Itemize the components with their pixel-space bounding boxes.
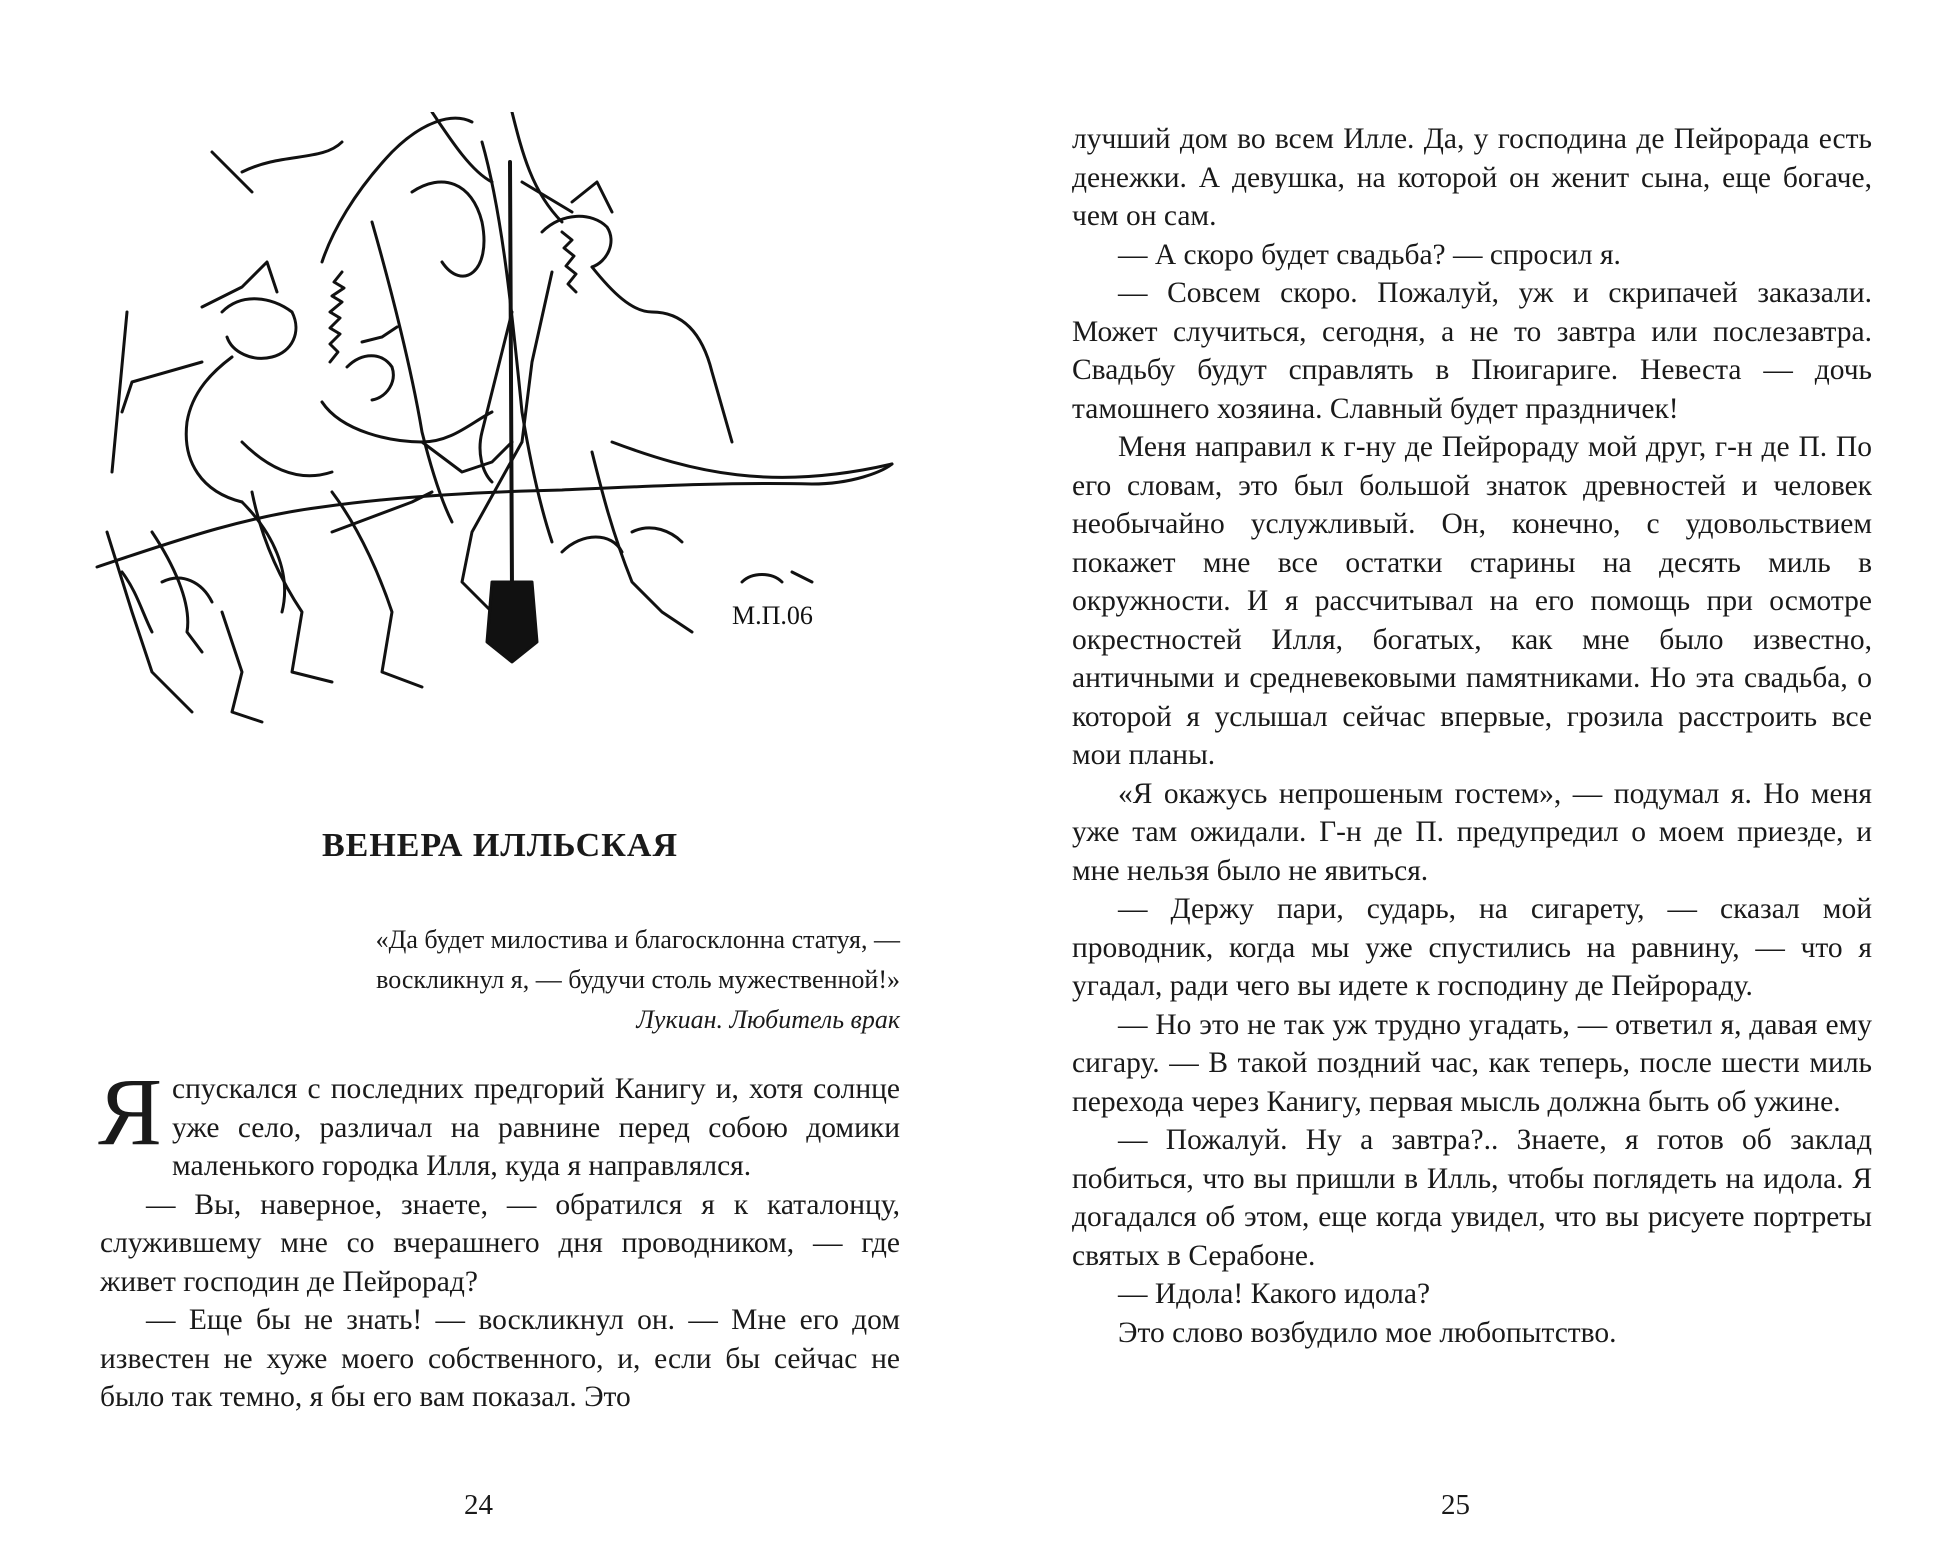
paragraph: — Идола! Какого идола?	[1118, 1278, 1431, 1310]
paragraph: «Я окажусь непрошеным гостем», — подумал я. Но меня уже там ожидали. Г-н де П. предупредил о моем приезде, и мне нельзя было не явиться.	[1072, 777, 1872, 887]
paragraph: лучший дом во всем Илле. Да, у господина де Пейрорада есть денежки. А девушка, на которой он женит сына, еще богаче, чем он сам.	[1072, 123, 1872, 232]
left-page-body	[98, 1058, 900, 1417]
paragraph: Меня направил к г-ну де Пейрораду мой друг, г-н де П. По его словам, это был большой знаток древностей и человек необычайно услужливый. Он, конечно, с удовольствием покажет мне все остатки старины на десять миль в окружности. И я рассчитывал на его помощь при осмотре окрестностей Илля, богатых, как мне было известно, античными и средневековыми памятниками. Но эта свадьба, о которой я услышал сейчас впервые, грозила расстроить все мои планы.	[1072, 431, 1872, 771]
illustration	[92, 112, 912, 772]
epigraph-line-1: «Да будет милостива и благосклонна статуя, —	[375, 925, 900, 954]
paragraph	[98, 1058, 900, 1186]
artist-signature: М.П.06	[732, 601, 813, 630]
right-page-body	[1072, 120, 1872, 1352]
page-number: 25	[1441, 1489, 1470, 1521]
paragraph: — Пожалуй. Ну а завтра?.. Знаете, я готов об заклад побиться, что вы пришли в Илль, чтобы поглядеть на идола. Я догадался об этом, еще когда увидел, что вы рисуете портреты святых в Серабоне.	[1072, 1124, 1872, 1272]
paragraph: — Держу пари, сударь, на сигарету, — сказал мой проводник, когда мы уже спустились на равнину, — что я угадал, ради чего вы идете к господину де Пейрораду.	[1072, 893, 1872, 1002]
paragraph: — Еще бы не знать! — воскликнул он. — Мне его дом известен не хуже моего собственного, и, если бы сейчас не было так темно, я бы его вам показал. Это	[100, 1304, 900, 1413]
epigraph	[180, 920, 900, 1040]
epigraph-line-2: воскликнул я, — будучи столь мужественной!»	[376, 965, 900, 994]
paragraph-text: спускался с последних предгорий Канигу и, хотя солнце уже село, различал на равнине перед собою домики маленького городка Илля, куда я направлялся.	[172, 1073, 900, 1182]
right-page	[977, 0, 1954, 1550]
paragraph: Это слово возбудило мое любопытство.	[1118, 1316, 1617, 1349]
paragraph: — Вы, наверное, знаете, — обратился я к каталонцу, служившему мне со вчерашнего дня проводником, — где живет господин де Пейрорад?	[100, 1188, 900, 1298]
epigraph-source: Лукиан. Любитель врак	[636, 1005, 900, 1034]
page-number: 24	[464, 1489, 493, 1521]
drop-cap: Я	[98, 1058, 163, 1165]
paragraph: — А скоро будет свадьба? — спросил я.	[1118, 238, 1621, 271]
paragraph: — Совсем скоро. Пожалуй, уж и скрипачей заказали. Может случиться, сегодня, а не то завтра или послезавтра. Свадьбу будут справлять в Пюигариге. Невеста — дочь тамошнего хозяина. Славный будет праздничек!	[1072, 277, 1872, 425]
ink-drawing-icon	[92, 112, 912, 772]
chapter-title: ВЕНЕРА ИЛЛЬСКАЯ	[321, 827, 678, 864]
paragraph: — Но это не так уж трудно угадать, — ответил я, давая ему сигару. — В такой поздний час, как теперь, после шести миль перехода через Канигу, первая мысль должна быть об ужине.	[1072, 1008, 1872, 1118]
